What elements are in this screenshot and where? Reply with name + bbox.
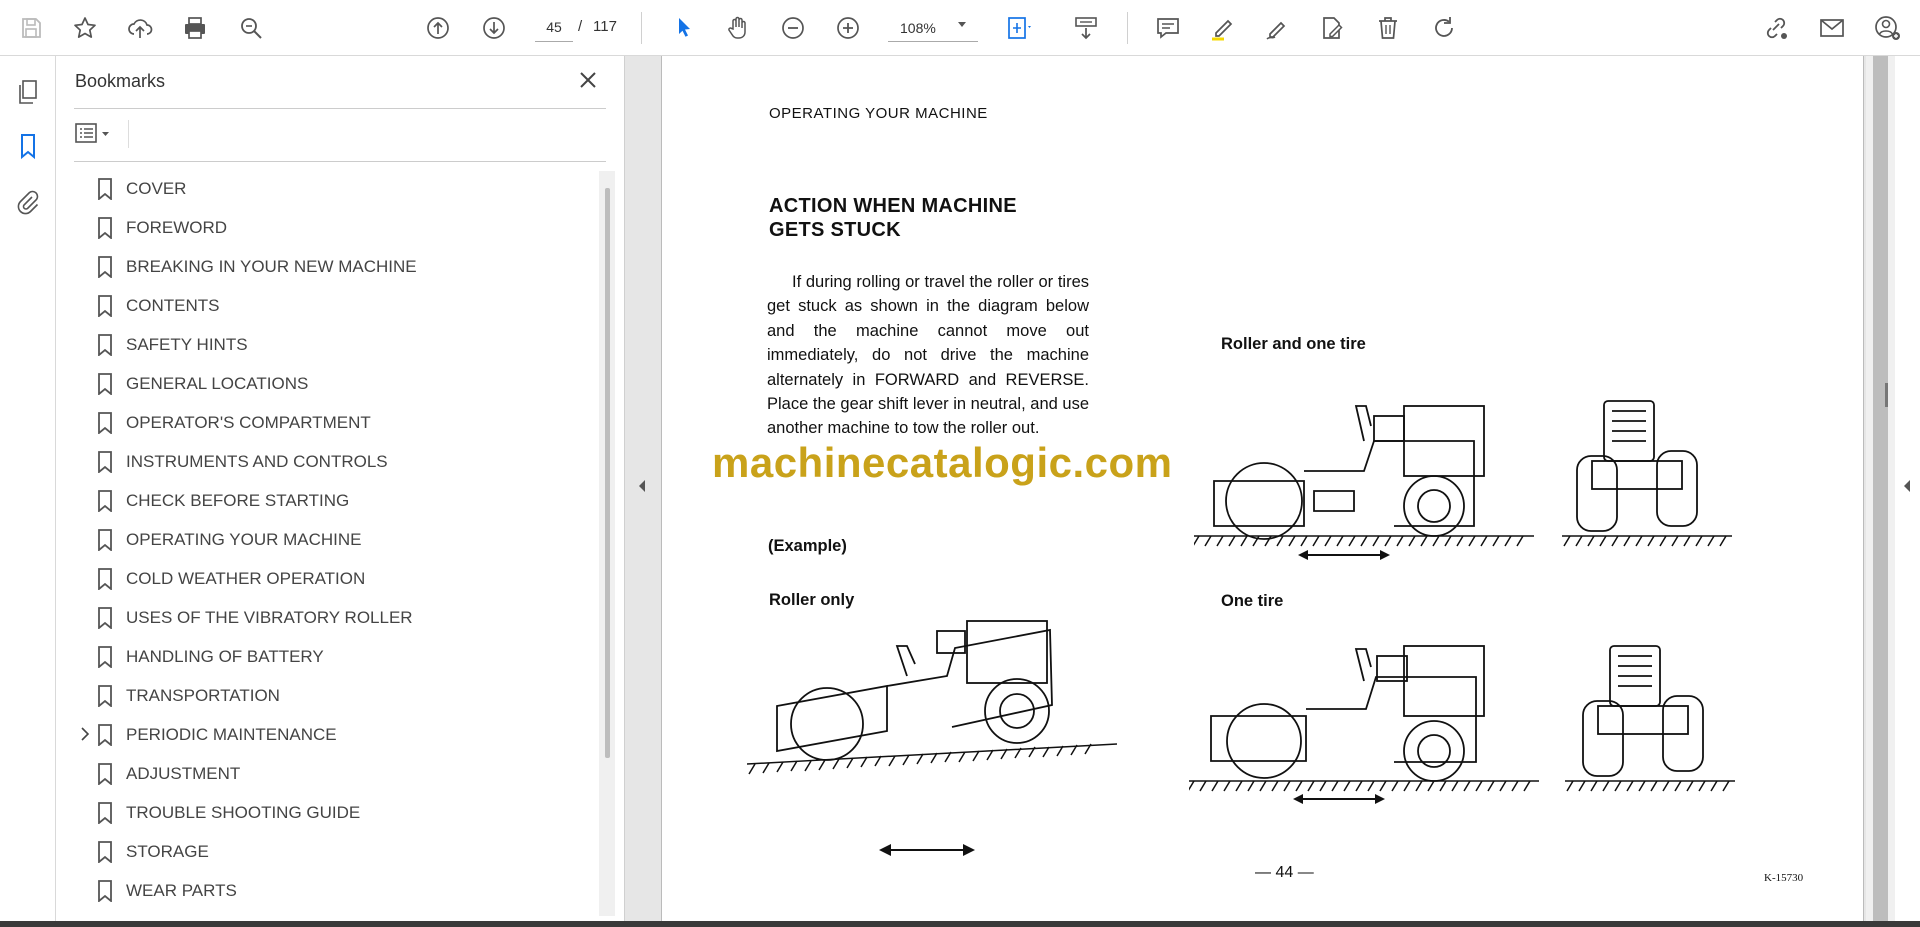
delete-icon[interactable] [1371,11,1405,45]
bookmark-item[interactable] [74,834,594,868]
bookmark-item[interactable] [74,249,594,283]
bookmark-label: OPERATING YOUR MACHINE [126,530,362,549]
bookmark-label: BREAKING IN YOUR NEW MACHINE [126,257,417,276]
direction-arrow-icon [877,840,977,860]
zoom-out-icon[interactable] [776,11,810,45]
taskbar-strip [0,921,1920,927]
front-view-one-tire-illustration [1565,641,1745,811]
chevron-down-icon[interactable] [958,22,966,27]
bookmark-item[interactable] [74,756,594,790]
draw-pen-icon[interactable] [1260,11,1294,45]
bookmark-icon [96,685,114,707]
bookmark-label: HANDLING OF BATTERY [126,647,324,666]
section-title-line-2: GETS STUCK [769,219,901,241]
pdf-page [661,56,1864,921]
share-link-icon[interactable] [1759,11,1793,45]
highlight-pen-icon[interactable] [1205,11,1239,45]
collapse-left-panel[interactable] [625,56,661,921]
bookmark-icon [96,763,114,785]
bookmark-label: ADJUSTMENT [126,764,241,783]
bookmark-item[interactable] [74,483,594,517]
bookmark-item[interactable] [74,366,594,400]
account-icon[interactable] [1870,11,1904,45]
front-view-illustration [1562,396,1742,566]
roller-machine-illustration [1194,396,1554,566]
zoom-select[interactable] [888,12,978,42]
document-code: K-15730 [1764,872,1804,884]
left-navigation-rail [0,56,56,921]
section-title [769,194,1017,242]
body-paragraph: If during rolling or travel the roller or tires get stuck as shown in the diagram below and the machine cannot move out immediately, do not drive the machine alternately in FORWARD and REVERSE. Place the gear shift lever in neutral, and use another machine to tow the roller out. [767,273,1089,438]
bookmark-icon [96,646,114,668]
bookmark-item[interactable] [74,522,594,556]
bookmark-icon [96,373,114,395]
bookmark-icon [96,841,114,863]
save-icon[interactable] [14,11,48,45]
page-header: OPERATING YOUR MACHINE [769,105,988,122]
top-toolbar [0,0,1920,56]
page-total: 117 [593,18,617,35]
page-down-icon[interactable] [477,11,511,45]
bookmark-item[interactable] [74,795,594,829]
comment-icon[interactable] [1151,11,1185,45]
bookmark-icon [96,880,114,902]
rotate-icon[interactable] [1427,11,1461,45]
bookmark-icon [96,217,114,239]
bookmark-label: TROUBLE SHOOTING GUIDE [126,803,361,822]
bookmark-icon [96,334,114,356]
bookmark-label: COVER [126,179,187,198]
page-up-icon[interactable] [421,11,455,45]
bookmark-label: SAFETY HINTS [126,335,248,354]
bookmark-label: CONTENTS [126,296,220,315]
bookmark-options-button[interactable] [74,118,118,148]
bookmark-label: FOREWORD [126,218,228,237]
page-number-input[interactable] [535,12,573,42]
bookmark-item[interactable] [74,405,594,439]
zoom-value: 108% [900,20,936,36]
one-tire-illustration [1189,641,1559,811]
bookmark-item[interactable] [74,678,594,712]
scroll-mode-icon[interactable] [1069,11,1103,45]
bookmark-label: TRANSPORTATION [126,686,280,705]
bookmark-item[interactable] [74,600,594,634]
bookmark-item[interactable] [74,444,594,478]
bookmark-icon [96,724,114,746]
scroll-grip[interactable] [1885,383,1888,407]
bookmark-panel-icon[interactable] [12,130,44,162]
bookmark-label: USES OF THE VIBRATORY ROLLER [126,608,413,627]
bookmark-item[interactable] [74,171,594,205]
page-separator: / [578,18,583,35]
roller-only-illustration [747,616,1117,786]
bookmark-item[interactable] [74,717,594,751]
bookmark-icon [96,568,114,590]
star-icon[interactable] [68,11,102,45]
bookmark-icon [96,529,114,551]
bookmark-item[interactable] [74,327,594,361]
bookmark-label: STORAGE [126,842,209,861]
document-scroll-thumb[interactable] [1873,56,1888,921]
print-icon[interactable] [178,11,212,45]
right-panel-toggle[interactable] [1895,56,1920,921]
bookmark-label: COLD WEATHER OPERATION [126,569,366,588]
close-icon[interactable] [576,68,600,92]
bookmark-item[interactable] [74,639,594,673]
bookmark-label: INSTRUMENTS AND CONTROLS [126,452,388,471]
bookmark-label: GENERAL LOCATIONS [126,374,309,393]
attachment-icon[interactable] [12,186,44,218]
bookmark-icon [96,295,114,317]
bookmark-label: WEAR PARTS [126,881,237,900]
watermark-text: machinecatalogic.com [712,439,1173,486]
chevron-right-icon[interactable] [77,726,93,742]
hand-tool-icon[interactable] [721,11,755,45]
bookmark-icon [96,451,114,473]
select-cursor-icon[interactable] [667,11,701,45]
bookmark-icon [96,178,114,200]
edit-document-icon[interactable] [1315,11,1349,45]
bookmark-icon [96,490,114,512]
example-label: (Example) [768,537,847,555]
bookmark-icon [96,256,114,278]
bookmark-icon [96,802,114,824]
bookmark-item[interactable] [74,210,594,244]
bookmark-label: OPERATOR'S COMPARTMENT [126,413,371,432]
bookmark-item[interactable] [74,288,594,322]
page-number-footer: — 44 — [1255,864,1314,881]
fit-page-icon[interactable] [1002,11,1036,45]
bookmark-item[interactable] [74,873,594,907]
bookmark-item[interactable] [74,561,594,595]
zoom-in-icon[interactable] [831,11,865,45]
bookmarks-panel [56,56,625,921]
caption-one-tire: One tire [1221,592,1284,610]
bookmark-icon [96,412,114,434]
bookmarks-title: Bookmarks [75,71,166,91]
bookmark-label: CHECK BEFORE STARTING [126,491,350,510]
bookmark-icon [96,607,114,629]
bookmark-label: PERIODIC MAINTENANCE [126,725,337,744]
caption-roller-only: Roller only [769,591,855,609]
email-icon[interactable] [1815,11,1849,45]
bookmarks-scroll-thumb[interactable] [605,188,610,758]
pages-thumbnails-icon[interactable] [12,76,44,108]
section-title-line-1: ACTION WHEN MACHINE [769,195,1017,217]
caption-roller-and-one-tire: Roller and one tire [1221,335,1366,353]
upload-cloud-icon[interactable] [123,11,157,45]
search-zoom-icon[interactable] [234,11,268,45]
